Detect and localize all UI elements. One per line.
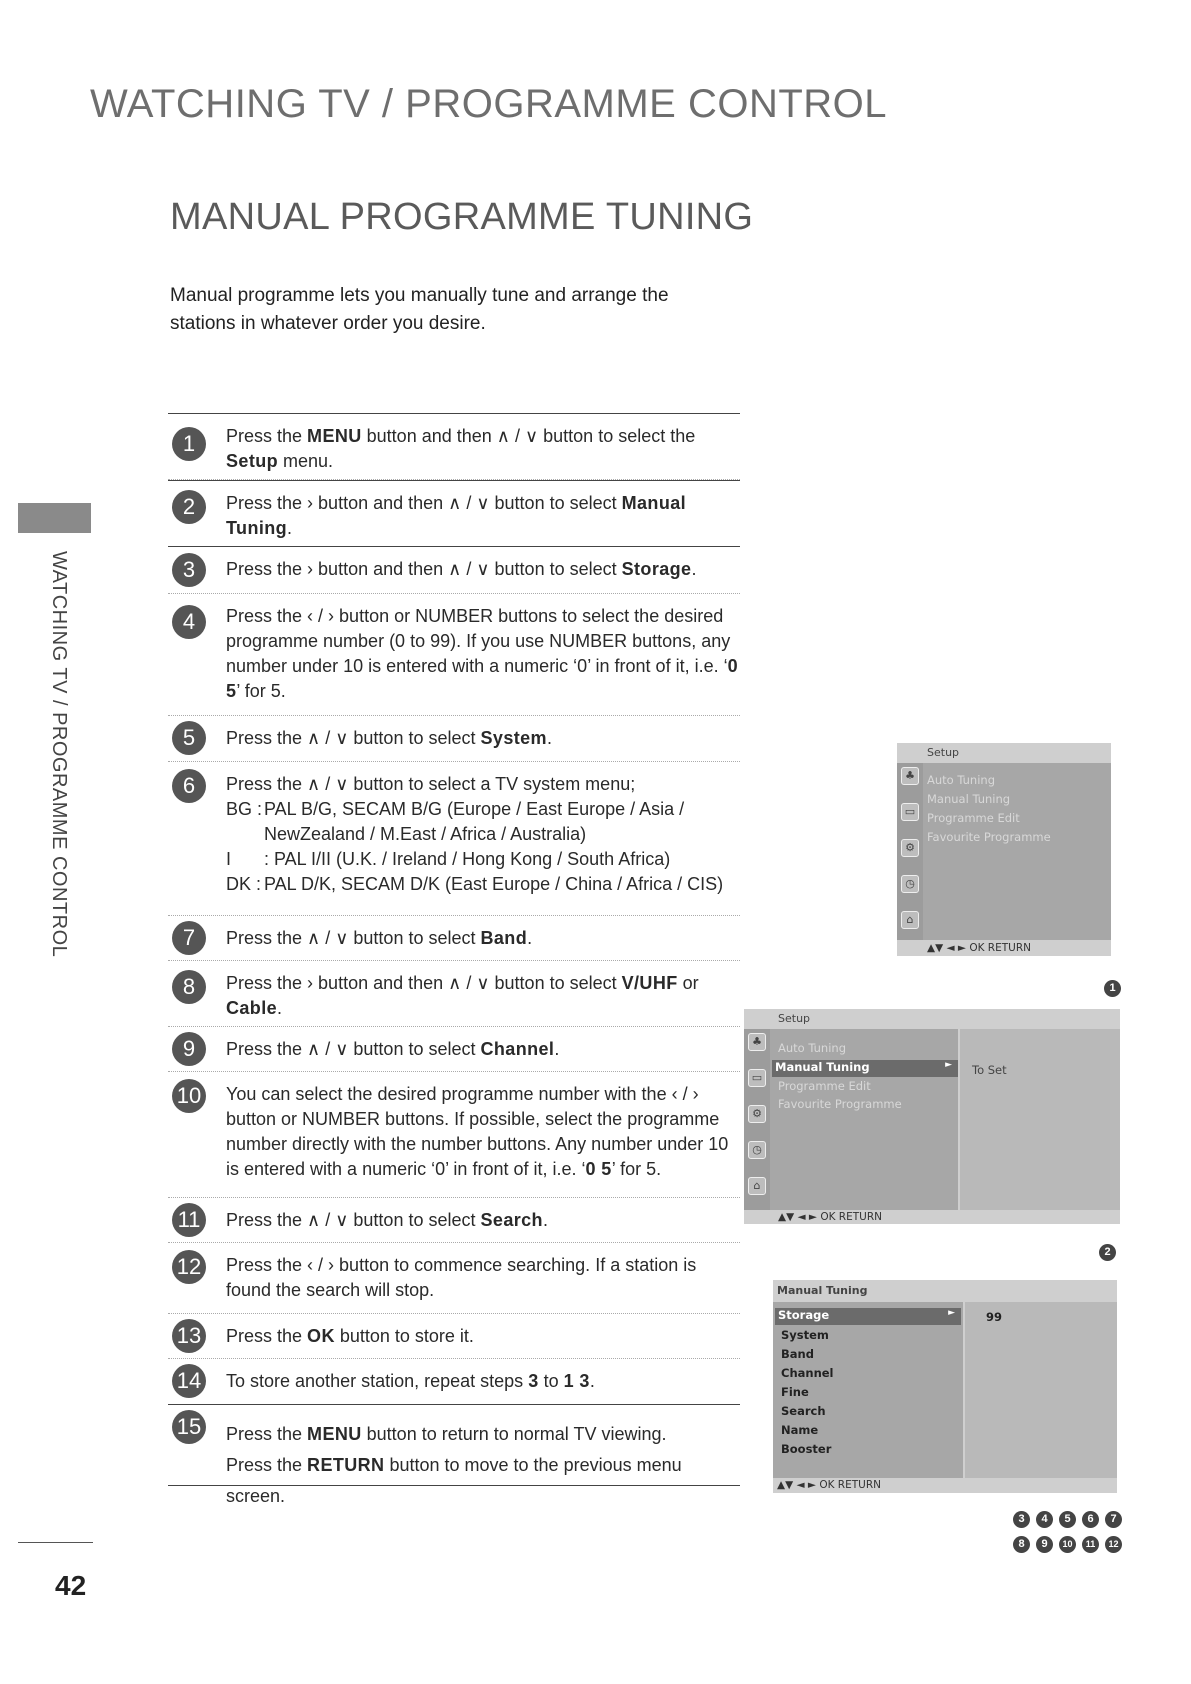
menu-item-manual-tuning[interactable]: Manual Tuning — [927, 792, 1011, 806]
step-text: . — [691, 559, 697, 579]
screen-badge: 3 — [1013, 1511, 1030, 1528]
submenu-hint: To Set — [972, 1063, 1007, 1077]
menu-item-favourite-programme[interactable]: Favourite Programme — [927, 830, 1051, 844]
steps-list — [168, 413, 740, 1506]
step-text: Press the — [226, 728, 308, 748]
step-text: . — [546, 728, 552, 748]
antenna-icon: ♣ — [748, 1033, 766, 1051]
menu-item-system[interactable]: System — [781, 1328, 829, 1342]
system-desc: PAL D/K, SECAM D/K (East Europe / China / Africa / CIS) — [264, 874, 724, 894]
menu-icon-column — [744, 1029, 770, 1210]
step-text: button to select — [348, 928, 481, 948]
step-8 — [168, 961, 740, 1027]
menu-item-programme-edit[interactable]: Programme Edit — [778, 1079, 871, 1093]
menu-name: System — [480, 728, 547, 748]
step-6 — [168, 762, 740, 916]
left-right-arrows-icon: ‹ / › — [307, 606, 335, 626]
step-11 — [168, 1198, 740, 1243]
up-down-arrows-icon: ∧ / ∨ — [496, 426, 539, 446]
up-down-arrows-icon: ∧ / ∨ — [307, 928, 349, 948]
step-12 — [168, 1243, 740, 1314]
step-text: . — [589, 1371, 595, 1391]
step-number-badge: 13 — [172, 1319, 206, 1353]
step-text: or — [677, 973, 699, 993]
system-label-dk: DK : — [226, 874, 262, 894]
screen-badge: 9 — [1036, 1536, 1053, 1553]
step-text: button and then — [313, 493, 449, 513]
step-7 — [168, 916, 740, 961]
lock-icon: ⌂ — [748, 1177, 766, 1195]
step-5 — [168, 716, 740, 762]
step-text: Press the — [226, 774, 308, 794]
step-text: button to select — [489, 493, 622, 513]
page-number-rule — [18, 1542, 93, 1543]
step-number-badge: 6 — [172, 769, 206, 803]
menu-footer-hints: ▲▼ ◄ ► OK RETURN — [777, 1479, 881, 1491]
screen-badge: 7 — [1105, 1511, 1122, 1528]
step-number-badge: 15 — [172, 1410, 206, 1444]
step-number-badge: 2 — [172, 490, 206, 524]
step-number-badge: 14 — [172, 1364, 206, 1398]
step-text: Press the — [226, 1424, 308, 1444]
step-text: button to select — [348, 1210, 481, 1230]
menu-item-band[interactable]: Band — [781, 1347, 814, 1361]
step-text: button or NUMBER buttons. If possible, select the programme number directly with the number buttons. Any number under 10 is entered with a numeric ‘0’ in front of it, i.e. ‘ — [226, 1109, 729, 1179]
step-text: You can select the desired programme number with the — [226, 1084, 672, 1104]
manual-tuning-menu-screen-3 — [773, 1280, 1117, 1493]
screen-badge: 5 — [1059, 1511, 1076, 1528]
up-down-arrows-icon: ∧ / ∨ — [307, 728, 349, 748]
system-desc: NewZealand / M.East / Africa / Australia) — [264, 824, 587, 844]
up-down-arrows-icon: ∧ / ∨ — [307, 774, 349, 794]
menu-name: Storage — [621, 559, 692, 579]
right-arrow-icon: › — [307, 493, 314, 513]
menu-panel — [923, 763, 1111, 940]
menu-name: Band — [480, 928, 528, 948]
screen-badge: 8 — [1013, 1536, 1030, 1553]
side-tab-marker — [18, 503, 91, 533]
example-number: 0 5 — [226, 656, 739, 701]
right-triangle-icon: ► — [945, 1060, 952, 1070]
screen-badge-2: 2 — [1099, 1244, 1116, 1261]
menu-item-storage-selected[interactable] — [775, 1308, 961, 1325]
button-name: RETURN — [307, 1455, 385, 1475]
step-text: Press the — [226, 606, 308, 626]
step-text: button to move to the previous menu screen. — [226, 1455, 682, 1506]
screen-badge: 11 — [1082, 1536, 1099, 1553]
right-triangle-icon: ► — [948, 1308, 955, 1318]
antenna-icon: ♣ — [901, 767, 919, 785]
right-arrow-icon: › — [307, 559, 314, 579]
setup-menu-screen-1 — [897, 743, 1111, 956]
step-text: button to select — [489, 559, 622, 579]
step-number-badge: 7 — [172, 921, 206, 955]
step-4 — [168, 594, 740, 716]
menu-title: Manual Tuning — [777, 1284, 868, 1297]
step-number-badge: 12 — [172, 1250, 206, 1284]
gear-icon: ⚙ — [748, 1105, 766, 1123]
left-right-arrows-icon: ‹ / › — [307, 1255, 335, 1275]
step-text: To store another station, repeat steps — [226, 1371, 529, 1391]
example-number: 0 5 — [585, 1159, 612, 1179]
menu-name: Manual Tuning — [226, 493, 687, 538]
menu-item-label: Manual Tuning — [775, 1060, 870, 1074]
up-down-arrows-icon: ∧ / ∨ — [307, 1210, 349, 1230]
left-right-arrows-icon: ‹ / › — [671, 1084, 699, 1104]
step-text: Press the — [226, 1326, 308, 1346]
step-text: button to select — [489, 973, 622, 993]
step-number-badge: 4 — [172, 605, 206, 639]
button-name: OK — [307, 1326, 335, 1346]
step-9 — [168, 1027, 740, 1072]
setup-menu-screen-2 — [744, 1009, 1120, 1224]
step-text: Press the — [226, 1455, 308, 1475]
menu-item-name[interactable]: Name — [781, 1423, 819, 1437]
lock-icon: ⌂ — [901, 911, 919, 929]
clock-icon: ◷ — [748, 1141, 766, 1159]
step-text: Press the — [226, 1039, 308, 1059]
menu-name: Channel — [480, 1039, 555, 1059]
button-name: MENU — [307, 426, 362, 446]
screen-badge: 6 — [1082, 1511, 1099, 1528]
system-label-bg: BG : — [226, 799, 263, 819]
button-name: MENU — [307, 1424, 362, 1444]
picture-icon: ▭ — [901, 803, 919, 821]
menu-name: Search — [480, 1210, 543, 1230]
step-15 — [168, 1405, 740, 1506]
sidebar-vertical-title: WATCHING TV / PROGRAMME CONTROL — [48, 551, 70, 958]
step-number-badge: 5 — [172, 721, 206, 755]
step-text: button or NUMBER buttons to select the desired programme number (0 to 99). If you use NUMBER buttons, any number under 10 is entered with a numeric ‘0’ in front of it, i.e. ‘ — [226, 606, 731, 676]
menu-name: Setup — [226, 451, 279, 471]
page-header-title: WATCHING TV / PROGRAMME CONTROL — [90, 82, 888, 126]
step-text: button to return to normal TV viewing. — [361, 1424, 667, 1444]
step-text: button and then — [313, 973, 449, 993]
step-text: . — [527, 928, 533, 948]
menu-panel — [770, 1029, 958, 1210]
step-text: . — [277, 998, 283, 1018]
menu-icon-column — [897, 763, 923, 940]
up-down-arrows-icon: ∧ / ∨ — [448, 493, 490, 513]
section-title: MANUAL PROGRAMME TUNING — [170, 196, 754, 238]
screen-badge: 12 — [1105, 1536, 1122, 1553]
up-down-arrows-icon: ∧ / ∨ — [448, 559, 490, 579]
menu-item-favourite-programme[interactable]: Favourite Programme — [778, 1097, 902, 1111]
step-number-badge: 9 — [172, 1032, 206, 1066]
step-text: button to select a TV system menu; — [348, 774, 636, 794]
step-text: Press the — [226, 973, 308, 993]
page-number: 42 — [55, 1570, 87, 1601]
step-text: menu. — [278, 451, 334, 471]
screen-badge: 10 — [1059, 1536, 1076, 1553]
menu-item-manual-tuning-selected[interactable] — [772, 1060, 958, 1077]
right-arrow-icon: › — [307, 973, 314, 993]
menu-footer-hints: ▲▼ ◄ ► OK RETURN — [778, 1211, 882, 1223]
system-label-i: I — [226, 849, 232, 869]
step-number-badge: 1 — [172, 427, 206, 461]
step-text: ’ for 5. — [611, 1159, 662, 1179]
step-text: . — [542, 1210, 548, 1230]
step-text: button to commence searching. If a station is found the search will stop. — [226, 1255, 697, 1300]
menu-item-auto-tuning[interactable]: Auto Tuning — [927, 773, 995, 787]
menu-item-fine[interactable]: Fine — [781, 1385, 809, 1399]
menu-item-booster[interactable]: Booster — [781, 1442, 832, 1456]
step-text: . — [554, 1039, 560, 1059]
up-down-arrows-icon: ∧ / ∨ — [307, 1039, 349, 1059]
step-text: Press the — [226, 928, 308, 948]
step-text: Press the — [226, 559, 308, 579]
menu-footer-hints: ▲▼ ◄ ► OK RETURN — [927, 942, 1031, 954]
step-13 — [168, 1314, 740, 1359]
menu-item-auto-tuning[interactable]: Auto Tuning — [778, 1041, 846, 1055]
step-1 — [168, 414, 740, 480]
storage-value: 99 — [986, 1310, 1003, 1324]
menu-item-programme-edit[interactable]: Programme Edit — [927, 811, 1020, 825]
option-name: V/UHF — [621, 973, 678, 993]
step-text: Press the — [226, 1255, 308, 1275]
value-panel — [965, 1302, 1117, 1478]
gear-icon: ⚙ — [901, 839, 919, 857]
step-number-badge: 8 — [172, 970, 206, 1004]
step-text: Press the — [226, 493, 308, 513]
step-text: Press the — [226, 1210, 308, 1230]
picture-icon: ▭ — [748, 1069, 766, 1087]
option-name: Cable — [226, 998, 278, 1018]
step-text: ’ for 5. — [236, 681, 286, 701]
screen-badge: 4 — [1036, 1511, 1053, 1528]
step-text: button to select — [348, 728, 481, 748]
step-number-badge: 11 — [172, 1203, 206, 1237]
step-3 — [168, 547, 740, 594]
step-text: to — [538, 1371, 564, 1391]
menu-item-label: Storage — [778, 1308, 830, 1322]
submenu-panel — [960, 1029, 1120, 1210]
intro-paragraph: Manual programme lets you manually tune and arrange the stations in whatever order you desire. — [170, 285, 669, 334]
step-14 — [168, 1359, 740, 1405]
step-ref: 3 — [528, 1371, 539, 1391]
step-number-badge: 10 — [172, 1079, 206, 1113]
clock-icon: ◷ — [901, 875, 919, 893]
menu-title: Setup — [927, 746, 960, 759]
step-text: button and then — [313, 559, 449, 579]
system-desc: : PAL I/II (U.K. / Ireland / Hong Kong / South Africa) — [264, 849, 671, 869]
step-text: button and then — [361, 426, 497, 446]
screen-badge-1: 1 — [1104, 980, 1121, 997]
step-text: . — [287, 518, 293, 538]
step-10 — [168, 1072, 740, 1198]
step-text: button to select the — [538, 426, 696, 446]
step-text: button to select — [348, 1039, 481, 1059]
system-desc: PAL B/G, SECAM B/G (Europe / East Europe / Asia / — [264, 799, 685, 819]
menu-item-channel[interactable]: Channel — [781, 1366, 834, 1380]
up-down-arrows-icon: ∧ / ∨ — [448, 973, 490, 993]
menu-item-search[interactable]: Search — [781, 1404, 826, 1418]
menu-title: Setup — [778, 1012, 811, 1025]
step-text: Press the — [226, 426, 308, 446]
step-number-badge: 3 — [172, 553, 206, 587]
step-2 — [168, 480, 740, 547]
step-ref: 1 3 — [563, 1371, 590, 1391]
step-text: button to store it. — [334, 1326, 474, 1346]
